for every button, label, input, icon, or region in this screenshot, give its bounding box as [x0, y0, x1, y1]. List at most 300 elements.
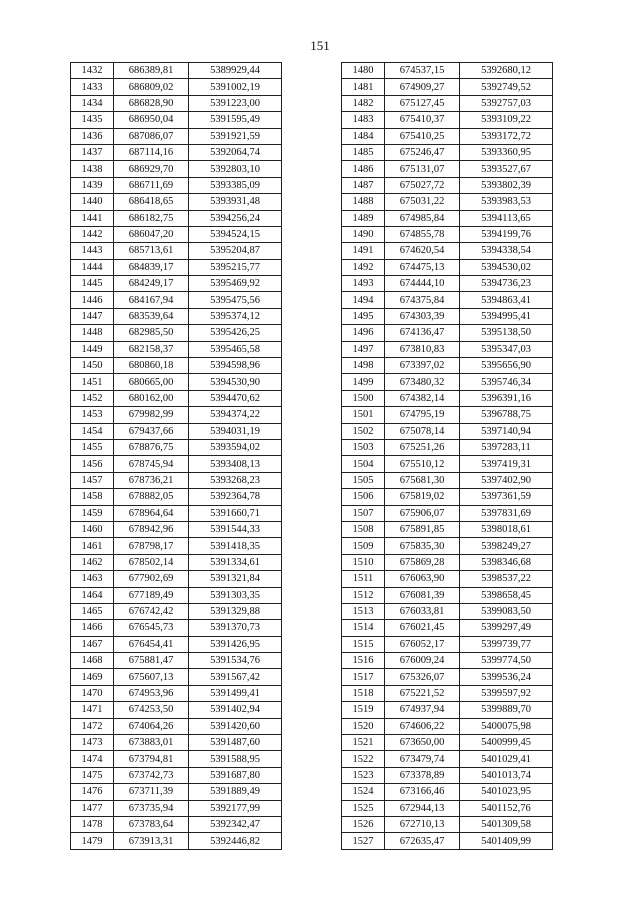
point-number-cell: 1441	[71, 210, 114, 226]
y-coordinate-cell: 5397419,31	[460, 456, 553, 472]
y-coordinate-cell: 5391426,95	[189, 636, 282, 652]
point-number-cell: 1490	[342, 226, 385, 242]
y-coordinate-cell: 5397831,69	[460, 505, 553, 521]
table-row	[71, 833, 282, 849]
x-coordinate-cell: 682158,37	[114, 341, 189, 357]
table-row	[342, 308, 553, 324]
table-row	[71, 800, 282, 816]
y-coordinate-cell: 5401409,99	[460, 833, 553, 849]
table-row	[71, 653, 282, 669]
y-coordinate-cell: 5397140,94	[460, 423, 553, 439]
point-number-cell: 1524	[342, 784, 385, 800]
table-row	[71, 374, 282, 390]
point-number-cell: 1517	[342, 669, 385, 685]
x-coordinate-cell: 686418,65	[114, 194, 189, 210]
point-number-cell: 1448	[71, 325, 114, 341]
table-row	[342, 325, 553, 341]
point-number-cell: 1476	[71, 784, 114, 800]
x-coordinate-cell: 674606,22	[385, 718, 460, 734]
point-number-cell: 1465	[71, 603, 114, 619]
table-body	[71, 63, 282, 850]
point-number-cell: 1492	[342, 259, 385, 275]
table-row	[342, 521, 553, 537]
y-coordinate-cell: 5393408,13	[189, 456, 282, 472]
x-coordinate-cell: 676742,42	[114, 603, 189, 619]
table-row	[342, 128, 553, 144]
table-row	[71, 423, 282, 439]
x-coordinate-cell: 675410,25	[385, 128, 460, 144]
point-number-cell: 1469	[71, 669, 114, 685]
point-number-cell: 1522	[342, 751, 385, 767]
point-number-cell: 1467	[71, 636, 114, 652]
table-row	[71, 308, 282, 324]
x-coordinate-cell: 674537,15	[385, 63, 460, 79]
point-number-cell: 1440	[71, 194, 114, 210]
y-coordinate-cell: 5394995,41	[460, 308, 553, 324]
table-row	[342, 505, 553, 521]
y-coordinate-cell: 5395204,87	[189, 243, 282, 259]
table-row	[342, 816, 553, 832]
table-row	[342, 751, 553, 767]
point-number-cell: 1452	[71, 390, 114, 406]
x-coordinate-cell: 672635,47	[385, 833, 460, 849]
y-coordinate-cell: 5394338,54	[460, 243, 553, 259]
y-coordinate-cell: 5395215,77	[189, 259, 282, 275]
y-coordinate-cell: 5391370,73	[189, 620, 282, 636]
y-coordinate-cell: 5399536,24	[460, 669, 553, 685]
x-coordinate-cell: 676052,17	[385, 636, 460, 652]
x-coordinate-cell: 675906,07	[385, 505, 460, 521]
point-number-cell: 1486	[342, 161, 385, 177]
point-number-cell: 1488	[342, 194, 385, 210]
table-row	[342, 144, 553, 160]
y-coordinate-cell: 5401152,76	[460, 800, 553, 816]
x-coordinate-cell: 685713,61	[114, 243, 189, 259]
y-coordinate-cell: 5393527,67	[460, 161, 553, 177]
y-coordinate-cell: 5391334,61	[189, 554, 282, 570]
x-coordinate-cell: 674375,84	[385, 292, 460, 308]
table-row	[71, 751, 282, 767]
x-coordinate-cell: 674382,14	[385, 390, 460, 406]
table-row	[71, 144, 282, 160]
x-coordinate-cell: 678798,17	[114, 538, 189, 554]
x-coordinate-cell: 686182,75	[114, 210, 189, 226]
x-coordinate-cell: 675510,12	[385, 456, 460, 472]
y-coordinate-cell: 5394256,24	[189, 210, 282, 226]
x-coordinate-cell: 676009,24	[385, 653, 460, 669]
y-coordinate-cell: 5391660,71	[189, 505, 282, 521]
table-row	[71, 95, 282, 111]
x-coordinate-cell: 680665,00	[114, 374, 189, 390]
table-row	[71, 521, 282, 537]
x-coordinate-cell: 673883,01	[114, 735, 189, 751]
x-coordinate-cell: 673810,83	[385, 341, 460, 357]
x-coordinate-cell: 679982,99	[114, 407, 189, 423]
point-number-cell: 1478	[71, 816, 114, 832]
table-row	[342, 456, 553, 472]
y-coordinate-cell: 5398658,45	[460, 587, 553, 603]
table-row	[71, 718, 282, 734]
x-coordinate-cell: 675819,02	[385, 489, 460, 505]
point-number-cell: 1449	[71, 341, 114, 357]
point-number-cell: 1516	[342, 653, 385, 669]
x-coordinate-cell: 686950,04	[114, 112, 189, 128]
table-row	[342, 374, 553, 390]
table-row	[342, 718, 553, 734]
point-number-cell: 1481	[342, 79, 385, 95]
y-coordinate-cell: 5393385,09	[189, 177, 282, 193]
point-number-cell: 1526	[342, 816, 385, 832]
y-coordinate-cell: 5395656,90	[460, 358, 553, 374]
table-row	[342, 653, 553, 669]
x-coordinate-cell: 686929,70	[114, 161, 189, 177]
point-number-cell: 1474	[71, 751, 114, 767]
y-coordinate-cell: 5399083,50	[460, 603, 553, 619]
table-row	[342, 95, 553, 111]
y-coordinate-cell: 5395347,03	[460, 341, 553, 357]
point-number-cell: 1502	[342, 423, 385, 439]
table-row	[71, 767, 282, 783]
y-coordinate-cell: 5398537,22	[460, 571, 553, 587]
y-coordinate-cell: 5389929,44	[189, 63, 282, 79]
x-coordinate-cell: 678876,75	[114, 439, 189, 455]
page-number: 151	[310, 38, 330, 53]
point-number-cell: 1505	[342, 472, 385, 488]
x-coordinate-cell: 675131,07	[385, 161, 460, 177]
table-row	[71, 243, 282, 259]
y-coordinate-cell: 5391534,76	[189, 653, 282, 669]
table-row	[71, 259, 282, 275]
point-number-cell: 1497	[342, 341, 385, 357]
y-coordinate-cell: 5391588,95	[189, 751, 282, 767]
table-row	[71, 128, 282, 144]
x-coordinate-cell: 674855,78	[385, 226, 460, 242]
table-row	[71, 194, 282, 210]
point-number-cell: 1514	[342, 620, 385, 636]
y-coordinate-cell: 5391921,59	[189, 128, 282, 144]
x-coordinate-cell: 687086,07	[114, 128, 189, 144]
point-number-cell: 1464	[71, 587, 114, 603]
y-coordinate-cell: 5393172,72	[460, 128, 553, 144]
table-row	[71, 620, 282, 636]
table-row	[71, 735, 282, 751]
point-number-cell: 1461	[71, 538, 114, 554]
point-number-cell: 1503	[342, 439, 385, 455]
table-row	[71, 685, 282, 701]
x-coordinate-cell: 673783,64	[114, 816, 189, 832]
y-coordinate-cell: 5391567,42	[189, 669, 282, 685]
y-coordinate-cell: 5401029,41	[460, 751, 553, 767]
table-body	[342, 63, 553, 850]
point-number-cell: 1499	[342, 374, 385, 390]
y-coordinate-cell: 5392680,12	[460, 63, 553, 79]
table-row	[342, 423, 553, 439]
point-number-cell: 1479	[71, 833, 114, 849]
x-coordinate-cell: 676545,73	[114, 620, 189, 636]
point-number-cell: 1496	[342, 325, 385, 341]
table-row	[71, 669, 282, 685]
point-number-cell: 1462	[71, 554, 114, 570]
table-row	[342, 603, 553, 619]
x-coordinate-cell: 675681,30	[385, 472, 460, 488]
x-coordinate-cell: 675881,47	[114, 653, 189, 669]
point-number-cell: 1442	[71, 226, 114, 242]
point-number-cell: 1451	[71, 374, 114, 390]
point-number-cell: 1513	[342, 603, 385, 619]
y-coordinate-cell: 5394736,23	[460, 276, 553, 292]
table-row	[342, 243, 553, 259]
x-coordinate-cell: 679437,66	[114, 423, 189, 439]
y-coordinate-cell: 5399597,92	[460, 685, 553, 701]
point-number-cell: 1523	[342, 767, 385, 783]
point-number-cell: 1435	[71, 112, 114, 128]
point-number-cell: 1520	[342, 718, 385, 734]
point-number-cell: 1484	[342, 128, 385, 144]
point-number-cell: 1518	[342, 685, 385, 701]
y-coordinate-cell: 5394530,90	[189, 374, 282, 390]
x-coordinate-cell: 675078,14	[385, 423, 460, 439]
y-coordinate-cell: 5398249,27	[460, 538, 553, 554]
x-coordinate-cell: 673397,02	[385, 358, 460, 374]
y-coordinate-cell: 5394470,62	[189, 390, 282, 406]
x-coordinate-cell: 672944,13	[385, 800, 460, 816]
y-coordinate-cell: 5399297,49	[460, 620, 553, 636]
y-coordinate-cell: 5391499,41	[189, 685, 282, 701]
x-coordinate-cell: 686828,90	[114, 95, 189, 111]
point-number-cell: 1493	[342, 276, 385, 292]
x-coordinate-cell: 675607,13	[114, 669, 189, 685]
point-number-cell: 1433	[71, 79, 114, 95]
x-coordinate-cell: 674064,26	[114, 718, 189, 734]
y-coordinate-cell: 5395475,56	[189, 292, 282, 308]
table-row	[71, 112, 282, 128]
y-coordinate-cell: 5393931,48	[189, 194, 282, 210]
point-number-cell: 1477	[71, 800, 114, 816]
x-coordinate-cell: 674253,50	[114, 702, 189, 718]
point-number-cell: 1454	[71, 423, 114, 439]
x-coordinate-cell: 684839,17	[114, 259, 189, 275]
point-number-cell: 1498	[342, 358, 385, 374]
y-coordinate-cell: 5391329,88	[189, 603, 282, 619]
table-row	[71, 210, 282, 226]
x-coordinate-cell: 684249,17	[114, 276, 189, 292]
table-row	[71, 505, 282, 521]
point-number-cell: 1482	[342, 95, 385, 111]
table-row	[342, 161, 553, 177]
x-coordinate-cell: 673166,46	[385, 784, 460, 800]
table-row	[342, 341, 553, 357]
x-coordinate-cell: 676021,45	[385, 620, 460, 636]
table-row	[342, 407, 553, 423]
point-number-cell: 1508	[342, 521, 385, 537]
x-coordinate-cell: 675251,26	[385, 439, 460, 455]
x-coordinate-cell: 675835,30	[385, 538, 460, 554]
y-coordinate-cell: 5391402,94	[189, 702, 282, 718]
point-number-cell: 1455	[71, 439, 114, 455]
point-number-cell: 1444	[71, 259, 114, 275]
table-row	[71, 702, 282, 718]
x-coordinate-cell: 678745,94	[114, 456, 189, 472]
x-coordinate-cell: 675326,07	[385, 669, 460, 685]
x-coordinate-cell: 680162,00	[114, 390, 189, 406]
table-row	[342, 292, 553, 308]
y-coordinate-cell: 5395465,58	[189, 341, 282, 357]
point-number-cell: 1511	[342, 571, 385, 587]
table-row	[71, 341, 282, 357]
y-coordinate-cell: 5394524,15	[189, 226, 282, 242]
point-number-cell: 1445	[71, 276, 114, 292]
point-number-cell: 1459	[71, 505, 114, 521]
table-row	[342, 259, 553, 275]
x-coordinate-cell: 680860,18	[114, 358, 189, 374]
table-row	[71, 538, 282, 554]
point-number-cell: 1519	[342, 702, 385, 718]
point-number-cell: 1504	[342, 456, 385, 472]
point-number-cell: 1438	[71, 161, 114, 177]
x-coordinate-cell: 675891,85	[385, 521, 460, 537]
table-row	[342, 685, 553, 701]
y-coordinate-cell: 5397402,90	[460, 472, 553, 488]
x-coordinate-cell: 673650,00	[385, 735, 460, 751]
x-coordinate-cell: 674795,19	[385, 407, 460, 423]
x-coordinate-cell: 678882,05	[114, 489, 189, 505]
table-row	[342, 636, 553, 652]
table-row	[342, 767, 553, 783]
table-row	[342, 112, 553, 128]
y-coordinate-cell: 5393360,95	[460, 144, 553, 160]
coordinates-table-right	[341, 62, 553, 850]
y-coordinate-cell: 5391321,84	[189, 571, 282, 587]
y-coordinate-cell: 5394863,41	[460, 292, 553, 308]
table-row	[342, 702, 553, 718]
x-coordinate-cell: 673711,39	[114, 784, 189, 800]
point-number-cell: 1450	[71, 358, 114, 374]
point-number-cell: 1480	[342, 63, 385, 79]
x-coordinate-cell: 673742,73	[114, 767, 189, 783]
y-coordinate-cell: 5395469,92	[189, 276, 282, 292]
table-row	[71, 79, 282, 95]
point-number-cell: 1512	[342, 587, 385, 603]
y-coordinate-cell: 5397283,11	[460, 439, 553, 455]
point-number-cell: 1437	[71, 144, 114, 160]
y-coordinate-cell: 5395746,34	[460, 374, 553, 390]
y-coordinate-cell: 5391487,60	[189, 735, 282, 751]
table-row	[71, 636, 282, 652]
point-number-cell: 1475	[71, 767, 114, 783]
table-row	[342, 177, 553, 193]
y-coordinate-cell: 5398346,68	[460, 554, 553, 570]
table-row	[71, 177, 282, 193]
point-number-cell: 1521	[342, 735, 385, 751]
table-row	[342, 439, 553, 455]
table-row	[342, 833, 553, 849]
table-row	[71, 358, 282, 374]
table-row	[342, 735, 553, 751]
y-coordinate-cell: 5391420,60	[189, 718, 282, 734]
x-coordinate-cell: 674136,47	[385, 325, 460, 341]
point-number-cell: 1446	[71, 292, 114, 308]
x-coordinate-cell: 673378,89	[385, 767, 460, 783]
y-coordinate-cell: 5396788,75	[460, 407, 553, 423]
y-coordinate-cell: 5391889,49	[189, 784, 282, 800]
point-number-cell: 1483	[342, 112, 385, 128]
y-coordinate-cell: 5397361,59	[460, 489, 553, 505]
y-coordinate-cell: 5399739,77	[460, 636, 553, 652]
y-coordinate-cell: 5392364,78	[189, 489, 282, 505]
table-row	[71, 439, 282, 455]
point-number-cell: 1491	[342, 243, 385, 259]
x-coordinate-cell: 674303,39	[385, 308, 460, 324]
point-number-cell: 1494	[342, 292, 385, 308]
point-number-cell: 1458	[71, 489, 114, 505]
table-row	[71, 390, 282, 406]
x-coordinate-cell: 675410,37	[385, 112, 460, 128]
x-coordinate-cell: 686389,81	[114, 63, 189, 79]
x-coordinate-cell: 686809,02	[114, 79, 189, 95]
table-row	[71, 571, 282, 587]
x-coordinate-cell: 674620,54	[385, 243, 460, 259]
y-coordinate-cell: 5392757,03	[460, 95, 553, 111]
point-number-cell: 1487	[342, 177, 385, 193]
table-row	[342, 587, 553, 603]
point-number-cell: 1432	[71, 63, 114, 79]
point-number-cell: 1509	[342, 538, 385, 554]
y-coordinate-cell: 5392446,82	[189, 833, 282, 849]
y-coordinate-cell: 5401013,74	[460, 767, 553, 783]
point-number-cell: 1507	[342, 505, 385, 521]
point-number-cell: 1471	[71, 702, 114, 718]
x-coordinate-cell: 672710,13	[385, 816, 460, 832]
x-coordinate-cell: 683539,64	[114, 308, 189, 324]
table-row	[342, 472, 553, 488]
x-coordinate-cell: 677189,49	[114, 587, 189, 603]
table-row	[71, 161, 282, 177]
table-row	[342, 784, 553, 800]
table-row	[71, 226, 282, 242]
y-coordinate-cell: 5400999,45	[460, 735, 553, 751]
point-number-cell: 1515	[342, 636, 385, 652]
table-row	[71, 784, 282, 800]
table-row	[342, 358, 553, 374]
y-coordinate-cell: 5395138,50	[460, 325, 553, 341]
point-number-cell: 1443	[71, 243, 114, 259]
x-coordinate-cell: 675246,47	[385, 144, 460, 160]
point-number-cell: 1485	[342, 144, 385, 160]
x-coordinate-cell: 686047,20	[114, 226, 189, 242]
x-coordinate-cell: 674909,27	[385, 79, 460, 95]
y-coordinate-cell: 5391418,35	[189, 538, 282, 554]
x-coordinate-cell: 673794,81	[114, 751, 189, 767]
table-row	[71, 554, 282, 570]
point-number-cell: 1457	[71, 472, 114, 488]
point-number-cell: 1527	[342, 833, 385, 849]
table-row	[71, 276, 282, 292]
point-number-cell: 1456	[71, 456, 114, 472]
y-coordinate-cell: 5400075,98	[460, 718, 553, 734]
y-coordinate-cell: 5392342,47	[189, 816, 282, 832]
table-row	[71, 603, 282, 619]
point-number-cell: 1447	[71, 308, 114, 324]
y-coordinate-cell: 5391223,00	[189, 95, 282, 111]
table-row	[342, 390, 553, 406]
x-coordinate-cell: 682985,50	[114, 325, 189, 341]
x-coordinate-cell: 678736,21	[114, 472, 189, 488]
point-number-cell: 1436	[71, 128, 114, 144]
x-coordinate-cell: 678942,96	[114, 521, 189, 537]
x-coordinate-cell: 678502,14	[114, 554, 189, 570]
y-coordinate-cell: 5401023,95	[460, 784, 553, 800]
table-row	[71, 325, 282, 341]
